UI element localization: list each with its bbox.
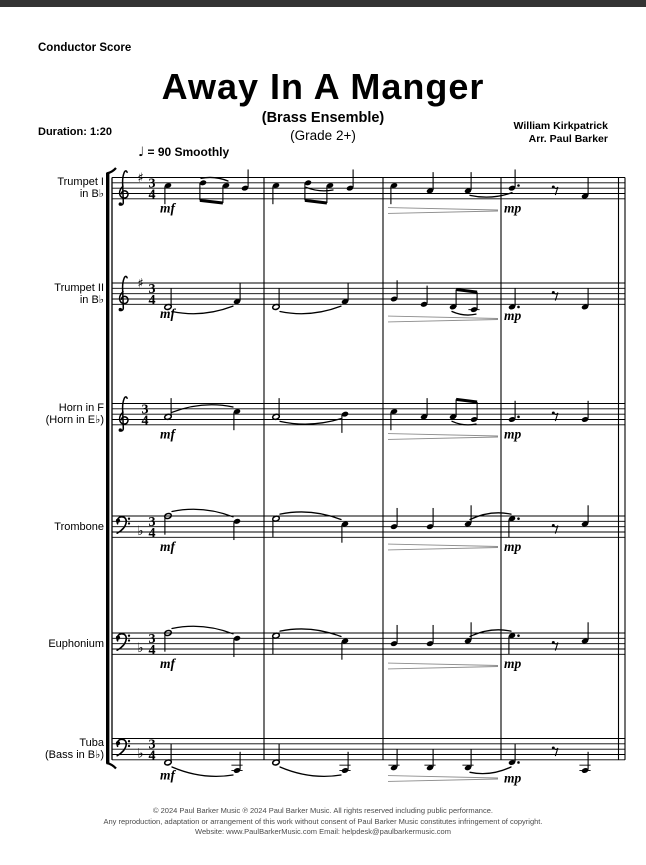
dynamic-mf: mf (160, 426, 175, 442)
decrescendo-hairpin (388, 544, 498, 546)
staff-label-line: (Bass in B♭) (45, 749, 104, 762)
beam (456, 399, 477, 402)
beam (456, 289, 477, 292)
decrescendo-hairpin (388, 211, 498, 213)
key-signature: ♭ (137, 746, 144, 762)
staff-label-line: Trumpet II (54, 281, 104, 294)
dynamic-mp: mp (504, 308, 522, 323)
staff-label-line: (Horn in E♭) (45, 414, 104, 427)
bracket-hook-bottom (107, 763, 117, 769)
staff-euphonium (112, 622, 625, 671)
staff-label-line: Horn in F (58, 402, 104, 415)
clef-blob (119, 308, 122, 311)
clef-dot (128, 518, 130, 520)
clef-blob (116, 636, 120, 640)
decrescendo-hairpin (388, 208, 498, 210)
copyright-line: © 2024 Paul Barker Music ℗ 2024 Paul Barker Music. All rights reserved including public performance. (153, 806, 493, 815)
time-signature-numerator: 3 (148, 737, 156, 753)
slur (280, 306, 341, 314)
contact-line: Website: www.PaulBarkerMusic.com Email: helpdesk@paulbarkermusic.com (195, 827, 451, 836)
staff-label-line: Tuba (79, 737, 104, 750)
time-signature-denominator: 4 (148, 187, 156, 203)
system-bracket (106, 173, 109, 764)
decrescendo-hairpin (388, 316, 498, 318)
beam (200, 200, 223, 203)
key-signature: ♭ (137, 523, 144, 539)
decrescendo-hairpin (388, 320, 498, 322)
augmentation-dot (517, 634, 520, 637)
dynamic-mp: mp (504, 656, 522, 671)
time-signature-denominator: 4 (148, 525, 156, 541)
clef-dot (128, 635, 130, 637)
clef-dot (128, 522, 130, 524)
decrescendo-hairpin (388, 437, 498, 439)
decrescendo-hairpin (388, 434, 498, 436)
duration-label: Duration: 1:20 (38, 126, 112, 138)
key-signature: ♯ (137, 171, 144, 186)
slur (201, 177, 228, 181)
time-signature-numerator: 3 (148, 281, 156, 297)
staff-label-line: Euphonium (48, 637, 104, 650)
dynamic-mf: mf (160, 767, 175, 783)
key-signature: ♭ (137, 640, 144, 656)
dynamic-mp: mp (504, 539, 522, 554)
ensemble-subtitle: (Brass Ensemble) (261, 110, 385, 126)
staff-label-line: in B♭ (79, 188, 104, 201)
slur (280, 767, 341, 776)
composer: William Kirkpatrick (513, 120, 608, 132)
staff-label-line: in B♭ (79, 293, 104, 306)
time-signature-denominator: 4 (148, 292, 156, 308)
dynamic-mp: mp (504, 770, 522, 786)
clef-blob (116, 519, 120, 523)
augmentation-dot (517, 416, 520, 419)
decrescendo-hairpin (388, 776, 498, 778)
augmentation-dot (517, 517, 520, 520)
bass-clef-icon (116, 739, 130, 755)
decrescendo-hairpin (388, 779, 498, 781)
staff-trumpet-1 (112, 169, 625, 215)
time-signature-denominator: 4 (148, 642, 156, 658)
slur (172, 767, 233, 776)
time-signature-numerator: 3 (148, 631, 156, 647)
staff-trombone (112, 505, 625, 554)
dynamic-mf: mf (160, 656, 175, 671)
staff-label-line: Trumpet I (57, 176, 104, 189)
decrescendo-hairpin (388, 667, 498, 669)
staff-trumpet-2 (112, 276, 625, 323)
beam (305, 200, 327, 203)
time-signature-numerator: 3 (148, 514, 156, 530)
clef-blob (119, 202, 122, 205)
time-signature-numerator: 3 (148, 176, 156, 192)
copyright-footer (0, 806, 646, 838)
dynamic-mf: mf (160, 539, 175, 554)
doc-type-label: Conductor Score (38, 42, 132, 54)
time-signature-denominator: 4 (141, 413, 149, 429)
time-signature-numerator: 3 (141, 402, 149, 418)
time-signature-denominator: 4 (148, 748, 156, 764)
staff-horn (112, 397, 625, 442)
clef-dot (128, 740, 130, 742)
grade-label: (Grade 2+) (290, 128, 356, 143)
page-title: Away In A Manger (161, 66, 485, 107)
clef-dot (128, 639, 130, 641)
key-signature: ♯ (137, 276, 144, 292)
clef-blob (116, 741, 120, 745)
augmentation-dot (517, 184, 520, 187)
staff-label-line: Trombone (54, 520, 104, 533)
dynamic-mp: mp (504, 426, 522, 442)
clef-dot (128, 745, 130, 747)
bass-clef-icon (116, 634, 130, 650)
augmentation-dot (517, 761, 520, 764)
dynamic-mp: mp (504, 200, 522, 216)
dynamic-mf: mf (160, 200, 175, 216)
bracket-hook-top (107, 168, 117, 174)
reproduction-line: Any reproduction, adaptation or arrangement of this work without consent of Paul Barker Music constitutes infringement of copyright. (103, 816, 543, 826)
slur (172, 306, 233, 314)
staff-tuba (112, 737, 625, 785)
quarter-note-icon: ♩ (138, 145, 145, 160)
tempo-text: = 90 Smoothly (147, 145, 230, 159)
dynamic-mf: mf (160, 306, 175, 321)
clef-blob (119, 428, 122, 431)
decrescendo-hairpin (388, 548, 498, 550)
bass-clef-icon (116, 517, 130, 533)
decrescendo-hairpin (388, 663, 498, 665)
arranger: Arr. Paul Barker (528, 132, 608, 145)
